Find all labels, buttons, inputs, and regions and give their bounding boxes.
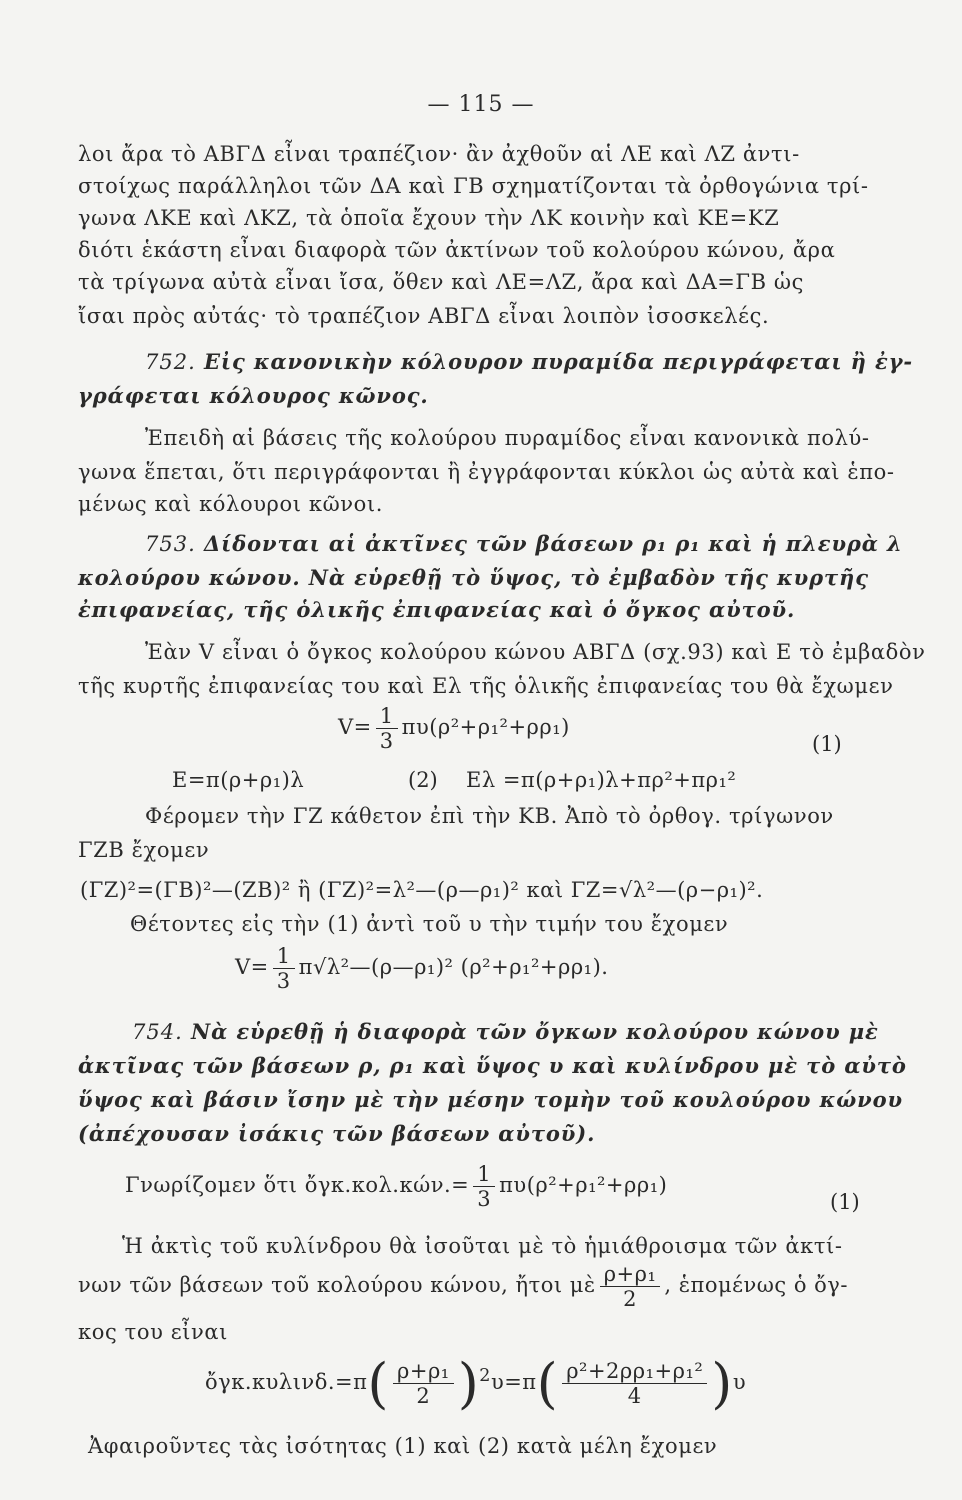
text-line: στοίχως παράλληλοι τῶν ΔΑ καὶ ΓΒ σχηματίζονται τὰ ὀρθογώνια τρί- [78,174,869,198]
fraction [376,704,398,753]
paren-close: ) [711,1352,733,1415]
fraction-numerator: 1 [273,944,295,969]
page-number: — 115 — [427,92,535,117]
fraction-numerator: 1 [473,1162,495,1187]
equation-height: (ΓΖ)²=(ΓΒ)²—(ΖΒ)² ἢ (ΓΖ)²=λ²—(ρ—ρ₁)² καὶ ΓΖ=√λ²—(ρ−ρ₁)². [80,878,764,902]
text-line: διότι ἑκάστη εἶναι διαφορὰ τῶν ἀκτίνων τοῦ κολούρου κώνου, ἄρα [78,238,836,262]
equation-total-area: Ελ =π(ρ+ρ₁)λ+πρ²+πρ₁² [466,768,737,792]
exponent: 2 [479,1366,491,1386]
text-line: Θέτοντες εἰς τὴν (1) ἀντὶ τοῦ υ τὴν τιμήν του ἔχομεν [130,912,729,936]
text-line: Ἐὰν V εἶναι ὁ ὄγκος κολούρου κώνου ΑΒΓΔ (σχ.93) καὶ Ε τὸ ἐμβαδὸν [145,640,926,664]
text-line: γωνα ἕπεται, ὅτι περιγράφονται ἢ ἐγγράφονται κύκλοι ὡς αὐτὰ καὶ ἑπο- [78,460,895,484]
section-number: 754. [132,1020,183,1044]
equation-frustum-volume [125,1162,667,1211]
equation-volume-substituted [235,944,608,993]
text-line: κος του εἶναι [78,1320,229,1344]
section-754-title-cont: (ἀπέχουσαν ἰσάκις τῶν βάσεων αὐτοῦ). [78,1121,596,1146]
equation-volume [338,704,570,753]
text-line: Ἡ ἀκτὶς τοῦ κυλίνδρου θὰ ἰσοῦται μὲ τὸ ἡμιάθροισμα τῶν ἀκτί- [122,1234,843,1258]
section-752-title [145,348,914,376]
section-753-title [145,530,908,558]
section-754-title [132,1018,908,1046]
equation-cylinder-volume [205,1352,746,1415]
equation-tag: (1) [812,732,842,756]
section-753-title-cont: κολούρου κώνου. Νὰ εὑρεθῇ τὸ ὕψος, τὸ ἐμβαδὸν τῆς κυρτῆς [78,565,869,590]
text-line: ἴσαι πρὸς αὐτάς· τὸ τραπέζιον ΑΒΓΔ εἶναι λοιπὸν ἰσοσκελές. [78,304,770,328]
section-754-title-cont: ἀκτῖνας τῶν βάσεων ρ, ρ₁ καὶ ὕψος υ καὶ κυλίνδρου μὲ τὸ αὐτὸ [78,1053,907,1078]
equation-lhs: ὄγκ.κυλινδ.=π [205,1370,368,1394]
fraction [473,1162,495,1211]
fraction [393,1359,454,1408]
fraction-denominator: 2 [623,1287,637,1311]
paren-open: ( [367,1352,389,1415]
text-line: μένως καὶ κόλουροι κῶνοι. [78,492,384,516]
text-line: Φέρομεν τὴν ΓΖ κάθετον ἐπὶ τὴν ΚΒ. Ἀπὸ τὸ ὀρθογ. τρίγωνον [145,804,834,828]
text-segment: , ἑπομένως ὁ ὄγ- [664,1273,848,1297]
equation-lateral-area: Ε=π(ρ+ρ₁)λ [172,768,305,792]
equation-lhs: V= [338,715,372,739]
fraction-denominator: 3 [379,729,394,753]
equation-rhs: πυ(ρ²+ρ₁²+ρρ₁) [499,1173,668,1197]
text-line: ΓΖΒ ἔχομεν [78,838,210,862]
fraction-numerator: ρ+ρ₁ [393,1359,454,1384]
fraction [562,1359,707,1408]
fraction [273,944,295,993]
equation-lhs: V= [235,955,269,979]
text-segment: νων τῶν βάσεων τοῦ κολούρου κώνου, ἤτοι μὲ [78,1273,596,1297]
fraction-numerator: ρ+ρ₁ [600,1262,661,1287]
section-title-text: Νὰ εὑρεθῇ ἡ διαφορὰ τῶν ὄγκων κολούρου κώνου μὲ [190,1019,879,1044]
equation-lhs: Γνωρίζομεν ὅτι ὄγκ.κολ.κών.= [125,1173,470,1197]
equation-tag: (2) [408,768,438,792]
fraction-denominator: 3 [276,969,291,993]
section-number: 753. [145,532,196,556]
fraction-denominator: 4 [627,1384,642,1408]
section-754-title-cont: ὕψος καὶ βάσιν ἴσην μὲ τὴν μέσην τομὴν τοῦ κουλούρου κώνου [78,1087,903,1112]
equation-end: υ [732,1370,747,1394]
fraction-denominator: 3 [477,1187,492,1211]
text-line: τῆς κυρτῆς ἐπιφανείας του καὶ Ελ τῆς ὁλικῆς ἐπιφανείας του θὰ ἔχωμεν [78,674,894,698]
equation-middle: υ=π [490,1370,537,1394]
text-line: τὰ τρίγωνα αὐτὰ εἶναι ἴσα, ὅθεν καὶ ΛΕ=ΛΖ, ἄρα καὶ ΔΑ=ΓΒ ὡς [78,270,804,294]
equation-rhs: πυ(ρ²+ρ₁²+ρρ₁) [401,715,570,739]
text-line: Ἀφαιροῦντες τὰς ἰσότητας (1) καὶ (2) κατὰ μέλη ἔχομεν [88,1434,718,1458]
fraction-numerator: 1 [376,704,398,729]
section-752-title-cont: γράφεται κόλουρος κῶνος. [78,383,429,408]
section-title-text: Δίδονται αἱ ἀκτῖνες τῶν βάσεων ρ₁ ρ₁ καὶ ἡ πλευρὰ λ [203,531,903,556]
fraction [600,1262,661,1311]
text-line-with-fraction [78,1262,848,1311]
fraction-numerator: ρ²+2ρρ₁+ρ₁² [562,1359,707,1384]
section-title-text: Εἰς κανονικὴν κόλουρον πυραμίδα περιγράφεται ἢ ἐγ- [203,349,914,374]
section-number: 752. [145,350,196,374]
paren-close: ) [457,1352,480,1415]
equation-rhs: π√λ²—(ρ—ρ₁)² (ρ²+ρ₁²+ρρ₁). [298,955,609,979]
paren-open: ( [536,1352,559,1415]
text-line: λοι ἄρα τὸ ΑΒΓΔ εἶναι τραπέζιον· ἂν ἀχθοῦν αἱ ΛΕ καὶ ΛΖ ἀντι- [78,142,800,166]
section-753-title-cont: ἐπιφανείας, τῆς ὁλικῆς ἐπιφανείας καὶ ὁ ὄγκος αὐτοῦ. [78,597,796,622]
fraction-denominator: 2 [416,1384,431,1408]
equation-tag: (1) [830,1190,860,1214]
text-line: γωνα ΛΚΕ καὶ ΛΚΖ, τὰ ὁποῖα ἔχουν τὴν ΛΚ κοινὴν καὶ ΚΕ=ΚΖ [78,206,780,230]
text-line: Ἐπειδὴ αἱ βάσεις τῆς κολούρου πυραμίδος εἶναι κανονικὰ πολύ- [145,426,870,450]
